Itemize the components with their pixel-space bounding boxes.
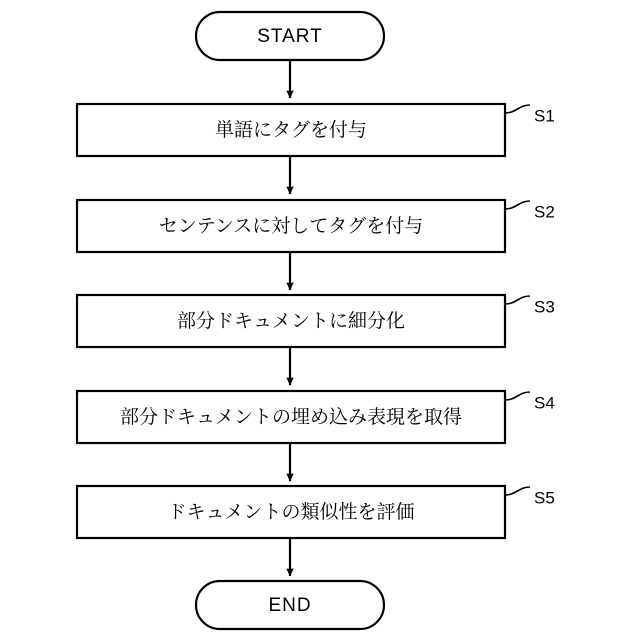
s2-tag: S2 xyxy=(534,202,555,222)
s3-label: 部分ドキュメントに細分化 xyxy=(176,311,406,333)
s5-leader xyxy=(505,487,530,495)
node-s1 xyxy=(77,104,555,156)
start-label: START xyxy=(257,26,323,48)
s3-tag: S3 xyxy=(534,297,555,317)
node-s5 xyxy=(77,486,555,538)
s1-leader xyxy=(505,105,530,113)
s1-tag: S1 xyxy=(534,106,555,126)
s2-leader xyxy=(505,201,530,209)
node-s2 xyxy=(77,200,555,252)
s4-label: 部分ドキュメントの埋め込み表現を取得 xyxy=(119,407,463,429)
s5-label: ドキュメントの類似性を評価 xyxy=(167,502,415,524)
s4-tag: S4 xyxy=(534,393,555,413)
s1-label: 単語にタグを付与 xyxy=(214,120,368,142)
end-label: END xyxy=(268,595,312,617)
node-s3 xyxy=(77,295,555,347)
node-start xyxy=(196,12,384,60)
node-end xyxy=(196,581,384,629)
s2-label: センテンスに対してタグを付与 xyxy=(158,216,424,238)
s4-leader xyxy=(505,392,530,400)
s5-tag: S5 xyxy=(534,488,555,508)
node-s4 xyxy=(77,391,555,443)
s3-leader xyxy=(505,296,530,304)
